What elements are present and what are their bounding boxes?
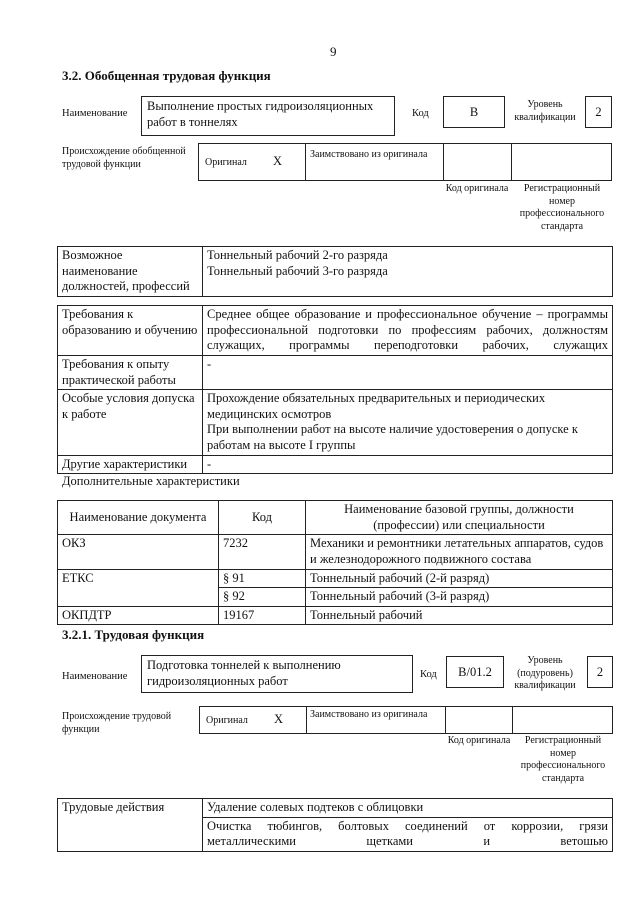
additional-heading: Дополнительные характеристики: [62, 474, 240, 488]
req-experience-value: -: [203, 355, 613, 389]
req-conditions-value: [203, 390, 613, 456]
code-label: Код: [412, 108, 429, 119]
name-label: Наименование: [62, 671, 128, 682]
original-label: Оригинал: [205, 157, 247, 168]
row-doc: ОКПДТР: [58, 606, 219, 625]
code-value: B: [443, 96, 505, 128]
level-label: Уровень квалификации: [514, 99, 576, 123]
section-heading: 3.2. Обобщенная трудовая функция: [62, 68, 271, 83]
reg-number-caption: Регистрационный номер профессионального стандарта: [520, 735, 606, 784]
row-name: Механики и ремонтники летательных аппаратов, судов и железнодорожного подвижного состава: [306, 535, 613, 569]
row-doc: ОКЗ: [58, 535, 219, 569]
reg-number-caption: Регистрационный номер профессионального стандарта: [519, 183, 605, 232]
req-conditions-label: Особые условия допуска к работе: [58, 390, 203, 456]
labor-action-item: Очистка тюбингов, болтовых соединений от коррозии, грязи металлическими щетками и ветошью: [203, 817, 613, 851]
origin-label: Происхождение обобщенной трудовой функции: [62, 146, 186, 170]
possible-names-table: [57, 246, 613, 297]
subsection-heading: 3.2.1. Трудовая функция: [62, 627, 205, 642]
original-mark: X: [273, 154, 283, 168]
origin-label: Происхождение трудовой функции: [62, 711, 172, 735]
row-doc: ЕТКС: [58, 569, 219, 606]
req-other-value: -: [203, 455, 613, 474]
possible-name-2: Тоннельный рабочий 3-го разряда: [207, 263, 388, 278]
req-other-label: Другие характеристики: [58, 455, 203, 474]
level-value: 2: [585, 96, 612, 128]
col-doc-header: Наименование документа: [58, 501, 219, 535]
possible-names-label: Возможное наименование должностей, профессий: [58, 247, 203, 297]
borrowed-label: Заимствовано из оригинала: [310, 709, 428, 720]
requirements-table: [57, 305, 613, 474]
labor-action-item: Удаление солевых подтеков с облицовки: [203, 799, 613, 818]
code-original-caption: Код оригинала: [445, 183, 509, 194]
labor-actions-label: Трудовые действия: [58, 799, 203, 852]
level-label: Уровень (подуровень) квалификации: [514, 655, 576, 691]
row-code: 7232: [219, 535, 306, 569]
row-code: § 92: [219, 588, 306, 607]
req-conditions-line2: При выполнении работ на высоте наличие удостоверения о допуске к работам на высоте I группы: [207, 422, 578, 452]
original-mark: X: [274, 712, 284, 726]
code-value: B/01.2: [446, 656, 504, 688]
row-code: 19167: [219, 606, 306, 625]
code-original-caption: Код оригинала: [447, 735, 511, 746]
level-value: 2: [587, 656, 613, 688]
col-name-header: Наименование базовой группы, должности (профессии) или специальности: [306, 501, 613, 535]
row-code: § 91: [219, 569, 306, 588]
col-code-header: Код: [219, 501, 306, 535]
name-value: Подготовка тоннелей к выполнению гидроизоляционных работ: [141, 655, 413, 693]
page-number: 9: [330, 44, 337, 59]
borrowed-label: Заимствовано из оригинала: [310, 149, 428, 160]
name-value: Выполнение простых гидроизоляционных работ в тоннелях: [141, 96, 395, 136]
row-name: Тоннельный рабочий (2-й разряд): [306, 569, 613, 588]
code-label: Код: [420, 669, 437, 680]
req-education-value: Среднее общее образование и профессиональное обучение – программы профессиональной подготовки по профессиям рабочих, должностям служащих, программы переподготовки рабочих, служащих: [203, 306, 613, 356]
row-name: Тоннельный рабочий: [306, 606, 613, 625]
labor-actions-table: [57, 798, 613, 852]
req-experience-label: Требования к опыту практической работы: [58, 355, 203, 389]
additional-table: [57, 500, 613, 625]
req-conditions-line1: Прохождение обязательных предварительных и периодических медицинских осмотров: [207, 391, 546, 421]
original-label: Оригинал: [206, 715, 248, 726]
possible-name-1: Тоннельный рабочий 2-го разряда: [207, 248, 388, 262]
req-education-label: Требования к образованию и обучению: [58, 306, 203, 356]
row-name: Тоннельный рабочий (3-й разряд): [306, 588, 613, 607]
possible-names-value: [203, 247, 613, 297]
name-label: Наименование: [62, 108, 128, 119]
